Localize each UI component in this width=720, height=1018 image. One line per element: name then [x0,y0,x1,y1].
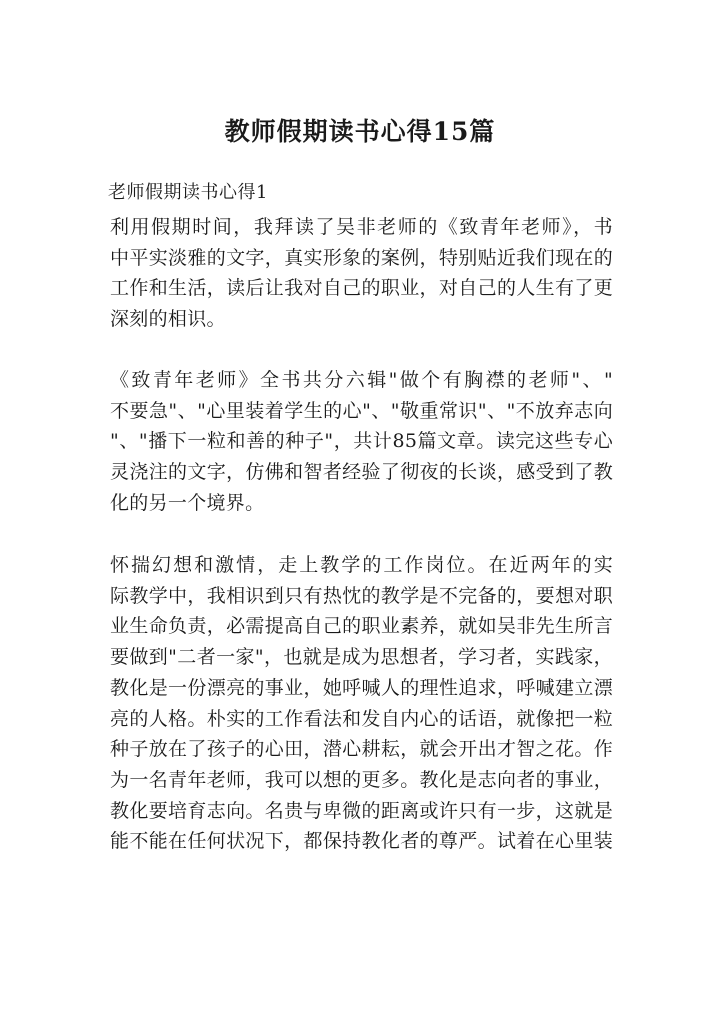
section-heading: 老师假期读书心得1 [108,182,268,203]
paragraph-line: 《致青年老师》全书共分六辑"做个有胸襟的老师"、" [110,369,613,391]
paragraph-line: 中平实淡雅的文字，真实形象的案例，特别贴近我们现在的 [110,246,613,269]
paragraph-line: 利用假期时间，我拜读了吴非老师的《致青年老师》，书 [110,216,613,238]
paragraph-line: 种子放在了孩子的心田，潜心耕耘，就会开出才智之花。作 [110,738,613,761]
paragraph-3 [110,550,613,857]
paragraph-line: 化的另一个境界。 [110,491,265,514]
paragraph-line: 为一名青年老师，我可以想的更多。教化是志向者的事业， [110,768,613,791]
paragraph-line: 怀揣幻想和激情，走上教学的工作岗位。在近两年的实 [110,554,613,576]
paragraph-line: 深刻的相识。 [110,308,226,331]
paragraph-line: 业生命负责，必需提高自己的职业素养，就如吴非先生所言 [110,615,613,638]
paragraph-line: 教化是一份漂亮的事业，她呼喊人的理性追求，呼喊建立漂 [110,676,613,699]
paragraph-1 [110,212,613,335]
paragraph-line: 灵浇注的文字，仿佛和智者经验了彻夜的长谈，感受到了教 [110,461,613,484]
paragraph-line: "、"播下一粒和善的种子"，共计85篇文章。读完这些专心 [110,430,613,453]
paragraph-line: 工作和生活，读后让我对自己的职业，对自己的人生有了更 [110,277,613,300]
paragraph-line: 能不能在任何状况下，都保持教化者的尊严。试着在心里装 [110,830,613,853]
document-title: 教师假期读书心得15篇 [224,117,496,146]
paragraph-line: 教化要培育志向。名贵与卑微的距离或许只有一步，这就是 [110,799,613,822]
paragraph-line: 亮的人格。朴实的工作看法和发自内心的话语，就像把一粒 [110,707,613,730]
paragraph-line: 要做到"二者一家"，也就是成为思想者，学习者，实践家， [110,646,613,669]
paragraph-line: 不要急"、"心里装着学生的心"、"敬重常识"、"不放弃志向 [110,399,613,422]
paragraph-2 [110,365,613,519]
paragraph-line: 际教学中，我相识到只有热忱的教学是不完备的，要想对职 [110,584,613,607]
